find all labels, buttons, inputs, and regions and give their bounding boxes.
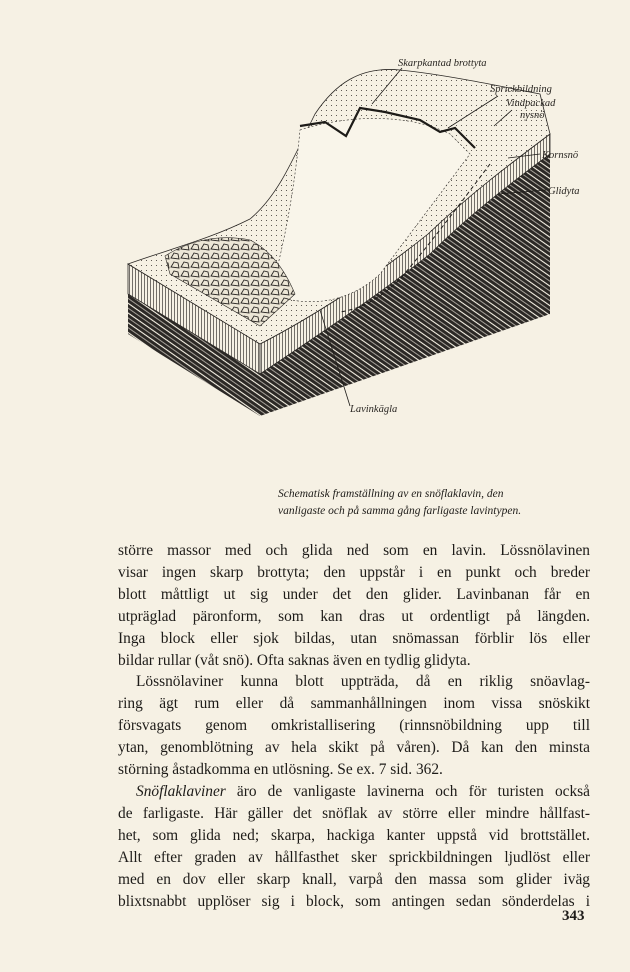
- text-line-10: ytan, genomblötning av hela skikt på våren). Då kan den minsta: [118, 739, 590, 757]
- text-line-17: blixtsnabbt upplöser sig i block, som antingen sedan sönderdelas i: [118, 892, 590, 910]
- text-line-1: större massor med och glida ned som en lavin. Lössnölavinen: [118, 542, 590, 559]
- text-line-4: utpräglad päronform, som kan dras ut ordentligt på längden.: [118, 607, 590, 625]
- text-line-12: [118, 781, 590, 803]
- term-snoflaklaviner: Snöflaklaviner: [136, 782, 226, 800]
- text-line-8: ring ägt rum eller då sammanhållningen inom vissa snöskikt: [118, 695, 590, 713]
- text-line-16: med en dov eller skarp knall, varpå den massa som glider iväg: [118, 870, 590, 888]
- label-new-snow: nysnö: [520, 110, 545, 121]
- text-line-12-rest: äro de vanligaste lavinerna och för turisten också: [225, 782, 590, 800]
- label-glide-surface: Glidyta: [548, 186, 580, 197]
- avalanche-diagram: [110, 44, 590, 424]
- avalanche-illustration: [110, 44, 590, 424]
- text-line-3: blott måttligt ut sig under det den glider. Lavinbanan får en: [118, 585, 590, 603]
- text-line-7: Lössnölaviner kunna blott uppträda, då en riklig snöavlag-: [136, 673, 590, 691]
- label-granular-snow: Kornsnö: [542, 150, 579, 161]
- text-line-2: visar ingen skarp brottyta; den uppstår i en punkt och breder: [118, 563, 590, 581]
- text-line-11: störning åstadkomma en utlösning. Se ex. 7 sid. 362.: [118, 761, 443, 779]
- caption-line-2: vanligaste och på samma gång farligaste lavintypen.: [278, 505, 522, 517]
- text-line-15: Allt efter graden av hållfasthet sker sprickbildningen ljudlöst eller: [118, 848, 590, 866]
- figure-caption: [278, 486, 590, 520]
- caption-line-1: Schematisk framställning av en snöflaklavin, den: [278, 488, 504, 500]
- label-crack-formation: Sprickbildning: [490, 84, 552, 95]
- text-line-5: Inga block eller sjok bildas, utan snömassan förblir lös eller: [118, 629, 590, 647]
- text-line-6: bildar rullar (våt snö). Ofta saknas även en tydlig glidyta.: [118, 651, 471, 669]
- text-line-13: de farligaste. Här gäller det snöflak av större eller mindre hållfast-: [118, 804, 590, 822]
- label-fracture-surface: Skarpkantad brottyta: [398, 58, 487, 69]
- label-avalanche-cone: Lavinkägla: [350, 404, 398, 415]
- page-number: 343: [562, 908, 585, 924]
- label-wind-packed: Vindpackad: [506, 98, 556, 109]
- text-line-14: het, som glida ned; skarpa, hackiga kanter uppstå vid brottstället.: [118, 826, 590, 844]
- text-line-9: försvagats genom omkristallisering (rinnsnöbildning upp till: [118, 717, 590, 735]
- body-text: [118, 540, 590, 912]
